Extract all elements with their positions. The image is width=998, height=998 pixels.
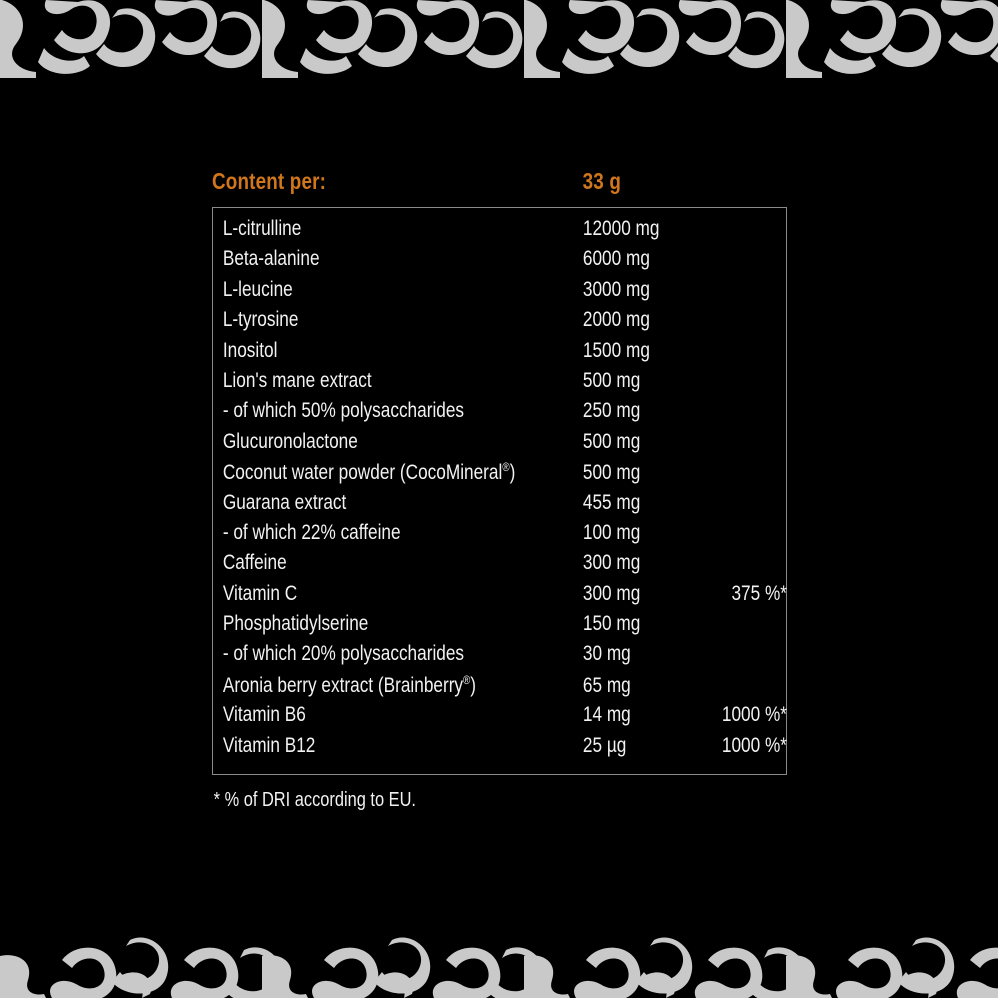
ingredient-name: L-leucine bbox=[222, 277, 293, 301]
panel-header bbox=[212, 168, 786, 207]
table-row bbox=[213, 582, 787, 612]
table-row bbox=[213, 217, 787, 247]
content-per-label: Content per: bbox=[212, 168, 327, 194]
ingredient-amount: 250 mg bbox=[582, 399, 641, 423]
ingredient-name: - of which 50% polysaccharides bbox=[222, 399, 465, 423]
ingredient-name: Phosphatidylserine bbox=[222, 612, 369, 636]
table-row bbox=[213, 399, 787, 429]
ingredient-name: Glucuronolactone bbox=[222, 429, 358, 453]
table-row bbox=[213, 369, 787, 399]
ingredient-name: Lion's mane extract bbox=[222, 368, 372, 392]
ingredient-amount: 500 mg bbox=[582, 461, 641, 485]
ingredient-name: L-tyrosine bbox=[222, 308, 299, 332]
ingredient-amount: 500 mg bbox=[582, 368, 641, 392]
ingredient-amount: 300 mg bbox=[582, 581, 641, 605]
ingredient-name: Inositol bbox=[222, 338, 278, 362]
ingredient-amount: 455 mg bbox=[582, 490, 641, 514]
ingredient-amount: 2000 mg bbox=[582, 308, 650, 332]
ingredient-amount: 500 mg bbox=[582, 429, 641, 453]
ingredient-name: Beta-alanine bbox=[222, 247, 320, 271]
table-row bbox=[213, 247, 787, 277]
table-row bbox=[213, 278, 787, 308]
table-row bbox=[213, 491, 787, 521]
table-row bbox=[213, 703, 787, 733]
ingredient-dri: 375 %* bbox=[731, 581, 787, 605]
ingredient-dri: 1000 %* bbox=[721, 703, 787, 727]
table-row bbox=[213, 430, 787, 460]
ingredient-amount: 1500 mg bbox=[582, 338, 650, 362]
ingredient-name: - of which 20% polysaccharides bbox=[222, 642, 465, 666]
ingredient-name: Vitamin B6 bbox=[222, 703, 306, 727]
serving-size-value: 33 g bbox=[582, 168, 622, 194]
table-row bbox=[213, 642, 787, 672]
ingredient-name: Caffeine bbox=[222, 551, 287, 575]
celtic-knot-band-icon bbox=[0, 936, 998, 998]
ingredient-table bbox=[212, 207, 787, 775]
nutrition-panel bbox=[212, 168, 787, 812]
ingredient-amount: 25 µg bbox=[582, 733, 627, 757]
ingredient-amount: 65 mg bbox=[582, 673, 631, 697]
table-row bbox=[213, 339, 787, 369]
top-decorative-band bbox=[0, 0, 998, 78]
ingredient-amount: 12000 mg bbox=[582, 217, 660, 240]
dri-footnote: * % of DRI according to EU. bbox=[213, 789, 417, 812]
ingredient-amount: 100 mg bbox=[582, 520, 641, 544]
table-row bbox=[213, 521, 787, 551]
ingredient-name: Coconut water powder (CocoMineral®) bbox=[222, 460, 516, 485]
table-row bbox=[213, 551, 787, 581]
ingredient-amount: 3000 mg bbox=[582, 277, 650, 301]
ingredient-dri: 1000 %* bbox=[721, 733, 787, 757]
ingredient-amount: 30 mg bbox=[582, 642, 631, 666]
ingredient-name: L-citrulline bbox=[222, 217, 302, 240]
table-row bbox=[213, 308, 787, 338]
ingredient-name: Aronia berry extract (Brainberry®) bbox=[222, 672, 477, 697]
table-row bbox=[213, 734, 787, 764]
ingredient-name: - of which 22% caffeine bbox=[222, 520, 401, 544]
bottom-decorative-band bbox=[0, 936, 998, 998]
ingredient-amount: 300 mg bbox=[582, 551, 641, 575]
table-row bbox=[213, 673, 787, 703]
table-row bbox=[213, 612, 787, 642]
celtic-knot-band-icon bbox=[0, 0, 998, 78]
ingredient-amount: 14 mg bbox=[582, 703, 631, 727]
ingredient-amount: 6000 mg bbox=[582, 247, 650, 271]
ingredient-name: Vitamin B12 bbox=[222, 733, 316, 757]
ingredient-name: Guarana extract bbox=[222, 490, 347, 514]
ingredient-amount: 150 mg bbox=[582, 612, 641, 636]
ingredient-name: Vitamin C bbox=[222, 581, 298, 605]
table-row bbox=[213, 460, 787, 490]
